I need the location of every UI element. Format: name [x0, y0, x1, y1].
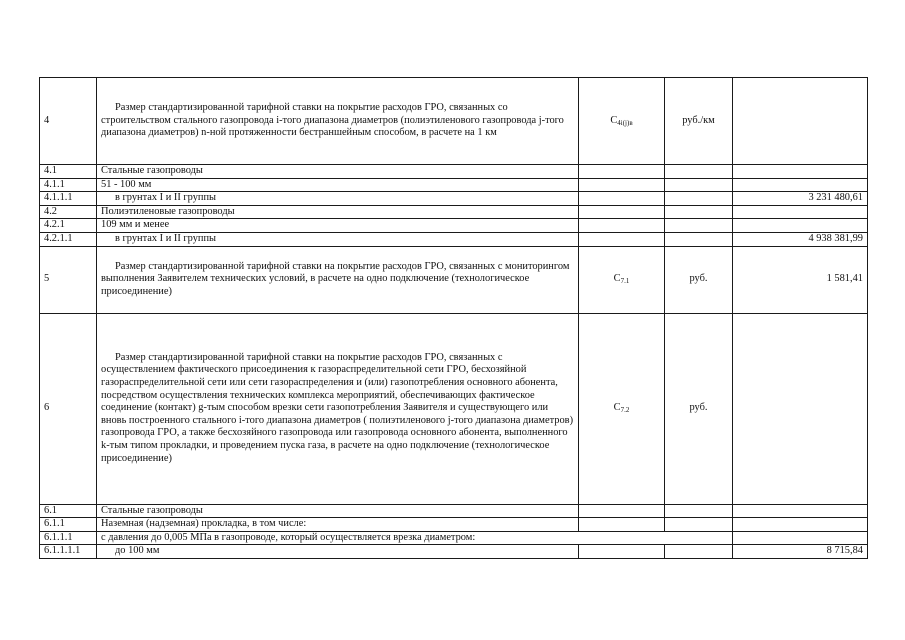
rate-symbol [579, 232, 665, 246]
row-unit [665, 165, 733, 179]
row-value: 4 938 381,99 [733, 232, 868, 246]
row-unit [665, 518, 733, 532]
row-unit [665, 219, 733, 233]
row-value: 8 715,84 [733, 545, 868, 559]
row-value [733, 78, 868, 165]
rate-symbol [579, 178, 665, 192]
row-number: 4.1.1 [40, 178, 97, 192]
table-row [40, 531, 868, 545]
row-value: 3 231 480,61 [733, 192, 868, 206]
row-number: 6 [40, 313, 97, 504]
row-unit: руб./км [665, 78, 733, 165]
row-number: 4.2.1.1 [40, 232, 97, 246]
row-number: 6.1.1.1.1 [40, 545, 97, 559]
row-unit: руб. [665, 313, 733, 504]
table-row [40, 545, 868, 559]
row-number: 4.1 [40, 165, 97, 179]
row-description: 51 - 100 мм [97, 178, 579, 192]
row-description: в грунтах I и II группы [97, 232, 579, 246]
row-value [733, 219, 868, 233]
rate-symbol [579, 165, 665, 179]
row-value [733, 531, 868, 545]
rate-symbol [579, 504, 665, 518]
row-value: 1 581,41 [733, 246, 868, 313]
rate-symbol [579, 192, 665, 206]
rate-symbol [579, 545, 665, 559]
rate-symbol-subscript: 4i(j)в [617, 118, 633, 127]
row-unit [665, 545, 733, 559]
row-number: 4 [40, 78, 97, 165]
row-description: Стальные газопроводы [97, 504, 579, 518]
row-number: 6.1.1.1 [40, 531, 97, 545]
rate-symbol-base: C [613, 273, 621, 285]
rate-symbol-subscript: 7.1 [620, 277, 630, 286]
row-description: Размер стандартизированной тарифной ставки на покрытие расходов ГРО, связанных со строительством стального газопровода i-того диапазона диаметров (полиэтиленового газопровода j-того диапазона диаметров) n-ной протяженности бестраншейным способом, в расчете на 1 км [97, 78, 579, 165]
row-number: 5 [40, 246, 97, 313]
row-value [733, 178, 868, 192]
table-row [40, 219, 868, 233]
row-description: Наземная (надземная) прокладка, в том числе: [97, 518, 579, 532]
table-row [40, 165, 868, 179]
row-description: Полиэтиленовые газопроводы [97, 205, 579, 219]
row-description: с давления до 0,005 МПа в газопроводе, который осуществляется врезка диаметром: [97, 531, 733, 545]
row-value [733, 518, 868, 532]
rate-symbol-base: C [610, 114, 618, 126]
row-description: в грунтах I и II группы [97, 192, 579, 206]
table-row [40, 205, 868, 219]
row-number: 6.1.1 [40, 518, 97, 532]
table-row [40, 246, 868, 313]
row-number: 6.1 [40, 504, 97, 518]
row-description: Стальные газопроводы [97, 165, 579, 179]
row-description: до 100 мм [97, 545, 579, 559]
rate-symbol [579, 219, 665, 233]
tariff-rates-table [39, 77, 868, 559]
rate-symbol [579, 313, 665, 504]
row-value [733, 165, 868, 179]
table-row [40, 504, 868, 518]
row-value [733, 205, 868, 219]
row-description: Размер стандартизированной тарифной ставки на покрытие расходов ГРО, связанных с мониторингом выполнения Заявителем технических условий, в расчете на одно подключение (технологическое присоединение) [97, 246, 579, 313]
table-row [40, 232, 868, 246]
row-unit [665, 205, 733, 219]
row-number: 4.2 [40, 205, 97, 219]
table-row [40, 518, 868, 532]
row-number: 4.2.1 [40, 219, 97, 233]
row-unit [665, 504, 733, 518]
rate-symbol [579, 246, 665, 313]
table-row [40, 192, 868, 206]
row-unit: руб. [665, 246, 733, 313]
rate-symbol [579, 78, 665, 165]
rate-symbol-base: C [613, 402, 621, 414]
rate-symbol [579, 205, 665, 219]
table-row [40, 178, 868, 192]
row-unit [665, 192, 733, 206]
row-value [733, 313, 868, 504]
row-unit [665, 178, 733, 192]
row-description: Размер стандартизированной тарифной ставки на покрытие расходов ГРО, связанных с осуществлением фактического присоединения к газораспределительной сети ГРО, бесхозяйной газораспределительной сети или сети газораспределения и (или) газопотребления основного абонента, посредством осуществления технических комплекса мероприятий, обеспечивающих фактическое соединение (контакт) g-тым способом врезки сети газопотребления Заявителя и существующего или вновь построенного стального i-того диапазона диаметров ( полиэтиленового j-того диапазона диаметров) газопровода ГРО, а также бесхозяйного газопровода или газопровода основного абонента, выполненного k-тым типом прокладки, и проведением пуска газа, в расчете на одно подключение (технологическое присоединение) [97, 313, 579, 504]
rate-symbol-subscript: 7.2 [620, 406, 630, 415]
row-number: 4.1.1.1 [40, 192, 97, 206]
rate-symbol [579, 518, 665, 532]
table-row [40, 313, 868, 504]
row-description: 109 мм и менее [97, 219, 579, 233]
row-unit [665, 232, 733, 246]
row-value [733, 504, 868, 518]
table-row [40, 78, 868, 165]
